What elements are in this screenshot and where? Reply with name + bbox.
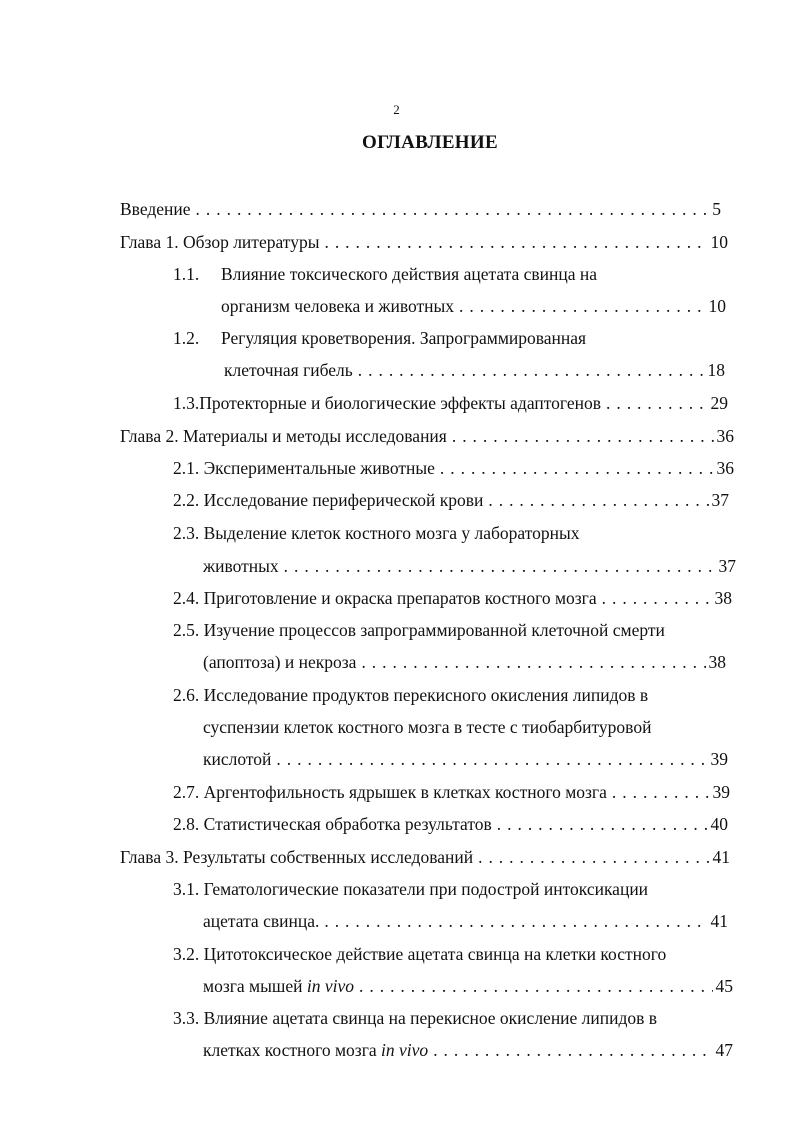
toc-entry-title: Глава 2. Материалы и методы исследования: [120, 426, 447, 446]
toc-heading: ОГЛАВЛЕНИЕ: [362, 132, 498, 153]
leader-dots: [602, 587, 712, 609]
toc-entry-page: 41: [712, 847, 730, 867]
toc-entry-2-6-line2: [203, 716, 651, 738]
toc-entry-3-2-line1: [173, 943, 666, 965]
toc-entry-title: 2.1. Экспериментальные животные: [173, 458, 435, 478]
toc-entry-title-cont: ацетата свинца.: [203, 911, 320, 931]
leader-dots: [361, 651, 705, 673]
section-number: 1.2.: [173, 328, 200, 348]
toc-entry-chapter-2: [120, 425, 734, 447]
toc-entry-title: Влияние токсического действия ацетата свинца на: [221, 264, 598, 284]
leader-dots: [276, 748, 707, 770]
toc-entry-page: 39: [710, 749, 728, 769]
toc-entry-page: 39: [712, 782, 730, 802]
leader-dots: [459, 295, 705, 317]
toc-entry-title-cont: суспензии клеток костного мозга в тесте с тиобарбитуровой: [203, 717, 652, 737]
toc-entry-2-2: [173, 489, 729, 511]
toc-entry-page: 37: [711, 490, 729, 510]
leader-dots: [324, 910, 707, 932]
toc-entry-title: 3.2. Цитотоксическое действие ацетата свинца на клетки костного: [173, 944, 667, 964]
toc-entry-title: Регуляция кроветворения. Запрограммированная: [221, 328, 587, 348]
page-number: 2: [393, 102, 400, 117]
toc-entry-page: 10: [710, 232, 728, 252]
toc-entry-title: Глава 1. Обзор литературы: [120, 232, 320, 252]
toc-entry-2-8: [173, 813, 728, 835]
toc-entry-title-cont: животных: [203, 556, 279, 576]
leader-dots: [284, 555, 716, 577]
toc-entry-title-cont: организм человека и животных: [221, 296, 455, 316]
leader-dots: [606, 392, 708, 414]
toc-entry-1-1-line1: [173, 263, 597, 285]
toc-entry-2-5-line1: [173, 619, 665, 641]
toc-entry-title: 2.2. Исследование периферической крови: [173, 490, 484, 510]
toc-entry-title-cont: (апоптоза) и некроза: [203, 652, 357, 672]
toc-entry-3-3-line1: [173, 1007, 657, 1029]
toc-entry-2-6-line1: [173, 684, 648, 706]
leader-dots: [497, 813, 708, 835]
toc-entry-2-1: [173, 457, 734, 479]
leader-dots: [359, 975, 712, 997]
toc-entry-title: 2.8. Статистическая обработка результатов: [173, 814, 492, 834]
toc-entry-page: 45: [715, 976, 733, 996]
toc-entry-title-cont: [203, 975, 354, 997]
toc-entry-2-7: [173, 781, 730, 803]
toc-entry-page: 29: [710, 393, 728, 413]
toc-entry-3-1-line1: [173, 878, 648, 900]
toc-entry-title: Введение: [120, 199, 191, 219]
toc-entry-3-1-line2: [203, 910, 728, 932]
leader-dots: [452, 425, 714, 447]
section-number: 1.1.: [173, 264, 200, 284]
toc-entry-page: 10: [708, 296, 726, 316]
italic-term: in vivo: [306, 976, 355, 996]
toc-entry-intro: [120, 198, 721, 220]
leader-dots: [440, 457, 714, 479]
toc-entry-1-2-line1: [173, 327, 586, 349]
toc-entry-page: 41: [710, 911, 728, 931]
leader-dots: [324, 231, 707, 253]
toc-entry-text: клетках костного мозга: [203, 1040, 377, 1060]
toc-entry-text: мозга мышей: [203, 976, 303, 996]
toc-entry-1-1-line2: [221, 295, 726, 317]
toc-entry-page: 36: [716, 426, 734, 446]
toc-entry-page: 18: [707, 360, 725, 380]
section-number: 1.3.: [173, 393, 200, 413]
leader-dots: [433, 1039, 712, 1061]
toc-entry-title-cont: клеточная гибель: [224, 360, 353, 380]
leader-dots: [358, 359, 705, 381]
italic-term: in vivo: [381, 1040, 429, 1060]
toc-entry-title: Глава 3. Результаты собственных исследований: [120, 847, 474, 867]
toc-entry-title: 3.1. Гематологические показатели при подострой интоксикации: [173, 879, 649, 899]
toc-entry-title: 2.7. Аргентофильность ядрышек в клетках костного мозга: [173, 782, 607, 802]
toc-entry-page: 38: [708, 652, 726, 672]
toc-entry-chapter-3: [120, 846, 730, 868]
toc-entry-page: 37: [718, 556, 736, 576]
toc-entry-title: 2.5. Изучение процессов запрограммированной клеточной смерти: [173, 620, 665, 640]
toc-entry-page: 38: [714, 588, 732, 608]
leader-dots: [478, 846, 709, 868]
toc-entry-title-cont: кислотой: [203, 749, 272, 769]
toc-entry-page: 36: [716, 458, 734, 478]
toc-entry-2-4: [173, 587, 732, 609]
leader-dots: [196, 198, 710, 220]
toc-entry-page: 5: [712, 199, 721, 219]
toc-entry-page: 40: [710, 814, 728, 834]
toc-entry-title: 3.3. Влияние ацетата свинца на перекисное окисление липидов в: [173, 1008, 658, 1028]
toc-entry-page: 47: [715, 1040, 733, 1060]
toc-entry-3-3-line2: [203, 1039, 733, 1061]
toc-entry-chapter-1: [120, 231, 728, 253]
toc-entry-1-3: [173, 392, 728, 414]
leader-dots: [488, 489, 708, 511]
toc-entry-2-3-line1: [173, 522, 580, 544]
toc-entry-title: 2.3. Выделение клеток костного мозга у лабораторных: [173, 523, 580, 543]
toc-entry-title: 2.6. Исследование продуктов перекисного окисления липидов в: [173, 685, 649, 705]
toc-entry-3-2-line2: [203, 975, 733, 997]
toc-entry-1-2-line2: [224, 359, 725, 381]
toc-entry-2-6-line3: [203, 748, 728, 770]
toc-entry-2-3-line2: [203, 555, 736, 577]
toc-entry-title-cont: [203, 1039, 428, 1061]
leader-dots: [612, 781, 710, 803]
toc-entry-2-5-line2: [203, 651, 726, 673]
toc-entry-title: Протекторные и биологические эффекты адаптогенов: [199, 393, 601, 413]
toc-entry-title: 2.4. Приготовление и окраска препаратов костного мозга: [173, 588, 597, 608]
